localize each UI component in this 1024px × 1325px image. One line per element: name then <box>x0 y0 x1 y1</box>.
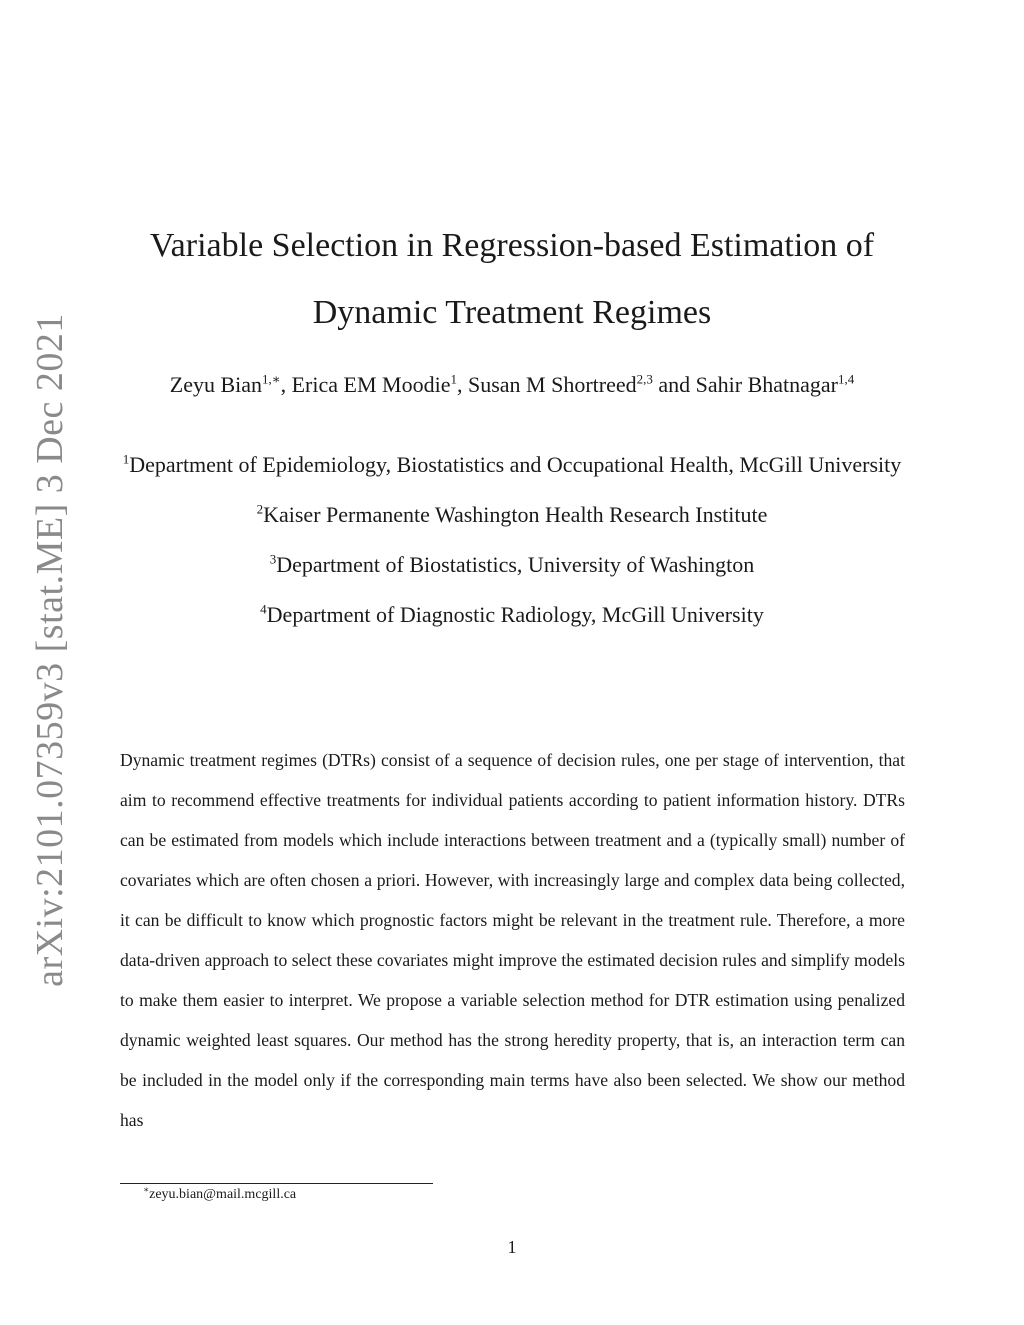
corresponding-author-email: zeyu.bian@mail.mcgill.ca <box>149 1187 297 1202</box>
page-number: 1 <box>507 1237 517 1257</box>
author-separator: , <box>456 372 468 397</box>
affiliation <box>112 590 912 640</box>
paper-title <box>0 212 1024 346</box>
affiliation-list <box>0 440 1024 640</box>
affiliation-mark: 1 <box>122 451 130 467</box>
affiliation-text: Kaiser Permanente Washington Health Research Institute <box>263 502 768 527</box>
title-line-1: Variable Selection in Regression-based Estimation of <box>149 227 875 264</box>
author-affiliation-mark: 1,∗ <box>262 371 281 387</box>
footnote <box>143 1184 297 1203</box>
title-line-2: Dynamic Treatment Regimes <box>312 294 712 331</box>
author-name: Sahir Bhatnagar <box>695 372 838 397</box>
affiliation <box>112 490 912 540</box>
author-name: Susan M Shortreed <box>467 372 637 397</box>
footnote-mark: ∗ <box>143 1184 150 1195</box>
author-name: Erica EM Moodie <box>291 372 451 397</box>
arxiv-identifier-stamp: arXiv:2101.07359v3 [stat.ME] 3 Dec 2021 <box>29 313 71 987</box>
footnote-divider <box>120 1183 433 1184</box>
affiliation-text: Department of Biostatistics, University of Washington <box>276 552 755 577</box>
author-separator: , <box>280 372 292 397</box>
author-separator: and <box>652 372 696 397</box>
author-list <box>0 372 1024 398</box>
affiliation <box>112 540 912 590</box>
affiliation-mark: 3 <box>269 551 277 567</box>
affiliation-mark: 4 <box>260 601 267 617</box>
affiliation-text: Department of Diagnostic Radiology, McGill University <box>266 602 764 627</box>
author-affiliation-mark: 2,3 <box>636 371 653 387</box>
author-name: Zeyu Bian <box>169 372 263 397</box>
author-affiliation-mark: 1 <box>450 371 457 387</box>
affiliation-text: Department of Epidemiology, Biostatistics and Occupational Health, McGill University <box>129 452 902 477</box>
affiliation <box>112 440 912 490</box>
author-affiliation-mark: 1,4 <box>838 371 855 387</box>
affiliation-mark: 2 <box>256 501 264 517</box>
abstract-text: Dynamic treatment regimes (DTRs) consist of a sequence of decision rules, one per stage of intervention, that aim to recommend effective treatments for individual patients according to patient information history. DTRs can be estimated from models which include interactions between treatment and a (typically small) number of covariates which are often chosen a priori. However, with increasingly large and complex data being collected, it can be difficult to know which prognostic factors might be relevant in the treatment rule. Therefore, a more data-driven approach to select these covariates might improve the estimated decision rules and simplify models to make them easier to interpret. We propose a variable selection method for DTR estimation using penalized dynamic weighted least squares. Our method has the strong heredity property, that is, an interaction term can be included in the model only if the corresponding main terms have also been selected. We show our method has <box>120 750 905 1130</box>
